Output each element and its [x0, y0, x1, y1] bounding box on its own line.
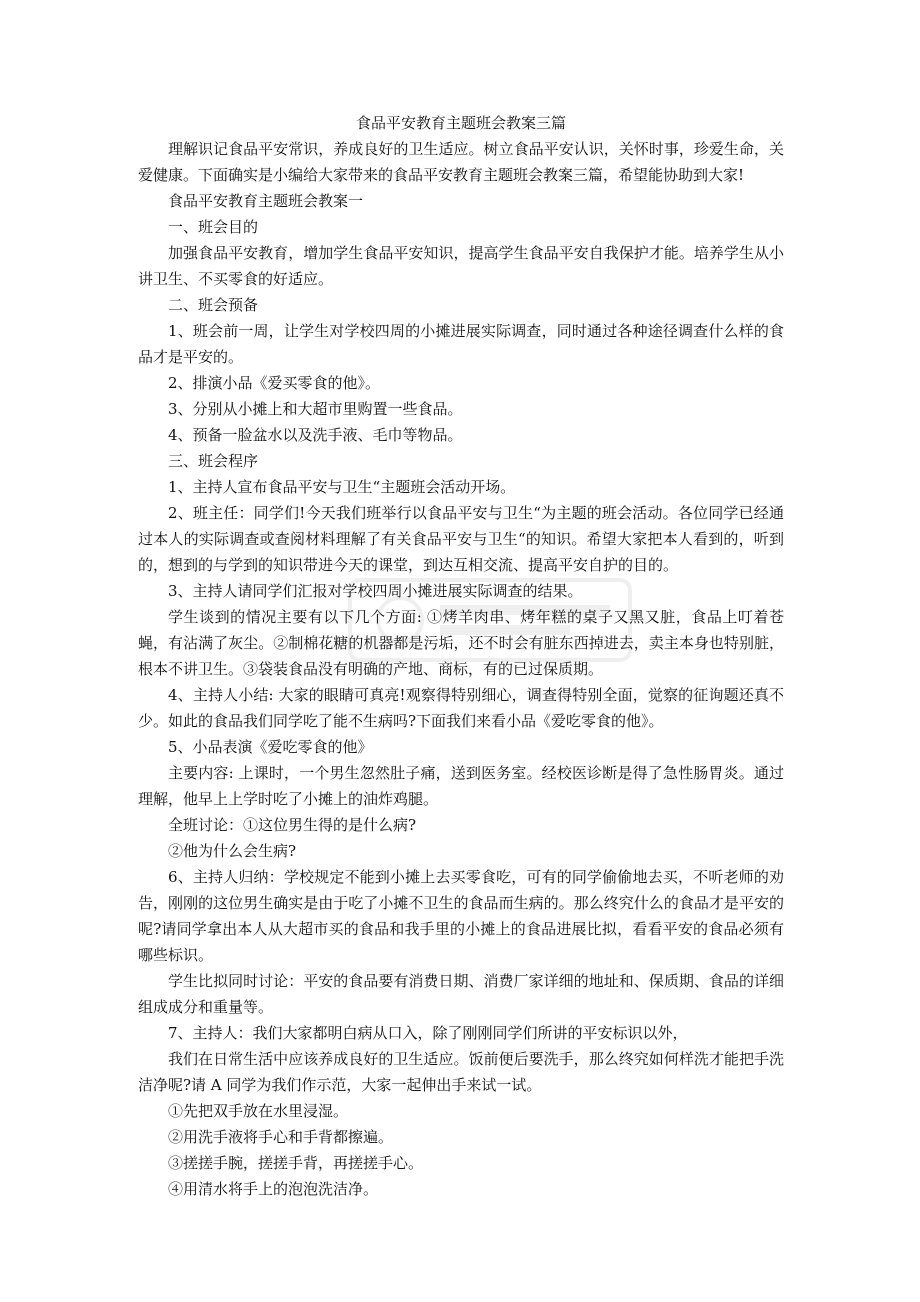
paragraph-step-1: ①先把双手放在水里浸湿。: [168, 1102, 349, 1120]
paragraph-procedure-5: 5、小品表演《爱吃零食的他》: [168, 738, 373, 756]
paragraph-comparison: 学生比拟同时讨论：平安的食品要有消费日期、消费厂家详细的地址和、保质期、食品的详细组成成分和重量等。: [138, 972, 784, 1016]
paragraph-procedure-2: 2、班主任：同学们!今天我们班举行以食品平安与卫生“为主题的班会活动。各位同学已经通过本人的实际调查或查阅材料理解了有关食品平安与卫生“的知识。希望大家把本人看到的，听到的，想到的与学到的知识带进今天的课堂，到达互相交流、提高平安自护的目的。: [138, 504, 784, 574]
paragraph-discussion-2: ②他为什么会生病?: [168, 842, 297, 860]
section-heading-purpose: 一、班会目的: [168, 218, 259, 236]
paragraph-discussion-1: 全班讨论：①这位男生得的是什么病?: [168, 816, 417, 834]
section-heading-procedure: 三、班会程序: [168, 452, 259, 470]
paragraph-procedure-3: 3、主持人请同学们汇报对学校四周小摊进展实际调查的结果。: [168, 582, 583, 600]
section-heading-plan-one: 食品平安教育主题班会教案一: [168, 192, 364, 210]
paragraph-procedure-7: 7、主持人：我们大家都明白病从口入，除了刚刚同学们所讲的平安标识以外，: [168, 1024, 688, 1042]
document-title: 食品平安教育主题班会教案三篇: [355, 114, 566, 132]
paragraph-procedure-6: 6、主持人归纳：学校规定不能到小摊上去买零食吃，可有的同学偷偷地去买，不听老师的劝告，刚刚的这位男生确实是由于吃了小摊不卫生的食品而生病的。那么终究什么的食品才是平安的呢?请同学拿出本人从大超市买的食品和我手里的小摊上的食品进展比拟，看看平安的食品必须有哪些标识。: [138, 868, 784, 964]
paragraph-step-4: ④用清水将手上的泡泡洗洁净。: [168, 1180, 379, 1198]
paragraph-procedure-1: 1、主持人宣布食品平安与卫生“主题班会活动开场。: [168, 478, 516, 496]
paragraph-skit-content: 主要内容: 上课时，一个男生忽然肚子痛，送到医务室。经校医诊断是得了急性肠胃炎。通过理解，他早上上学时吃了小摊上的油炸鸡腿。: [138, 764, 784, 808]
paragraph-step-3: ③搓搓手腕，搓搓手背，再搓搓手心。: [168, 1154, 424, 1172]
paragraph-procedure-4: 4、主持人小结: 大家的眼睛可真亮!观察得特别细心，调查得特别全面，觉察的征询题还真不少。如此的食品我们同学吃了能不生病吗?下面我们来看小品《爱吃零食的他》。: [138, 686, 784, 730]
paragraph-purpose: 加强食品平安教育，增加学生食品平安知识，提高学生食品平安自我保护才能。培养学生从小讲卫生、不买零食的好适应。: [138, 244, 784, 288]
section-heading-preparation: 二、班会预备: [168, 296, 259, 314]
paragraph-prep-3: 3、分别从小摊上和大超市里购置一些食品。: [168, 400, 463, 418]
paragraph-prep-2: 2、排演小品《爱买零食的他》。: [168, 374, 381, 392]
paragraph-step-2: ②用洗手液将手心和手背都擦遍。: [168, 1128, 394, 1146]
paragraph-prep-1: 1、班会前一周，让学生对学校四周的小摊进展实际调查，同时通过各种途径调查什么样的食品才是平安的。: [138, 322, 784, 366]
paragraph-handwashing-intro: 我们在日常生活中应该养成良好的卫生适应。饭前便后要洗手，那么终究如何样洗才能把手洗洁净呢?请 A 同学为我们作示范，大家一起伸出手来试一试。: [138, 1050, 784, 1094]
document-body: [138, 110, 784, 1202]
paragraph-prep-4: 4、预备一脸盆水以及洗手液、毛巾等物品。: [168, 426, 463, 444]
paragraph-intro: 理解识记食品平安常识，养成良好的卫生适应。树立食品平安认识，关怀时事，珍爱生命，关爱健康。下面确实是小编给大家带来的食品平安教育主题班会教案三篇，希望能协助到大家!: [138, 140, 784, 184]
paragraph-student-findings: 学生谈到的情况主要有以下几个方面: ①烤羊肉串、烤年糕的桌子又黑又脏，食品上叮着苍蝇，有沾满了灰尘。②制棉花糖的机器都是污垢，还不时会有脏东西掉进去，卖主本身也特别脏，根本不讲卫生。③袋装食品没有明确的产地、商标，有的已过保质期。: [138, 608, 784, 678]
